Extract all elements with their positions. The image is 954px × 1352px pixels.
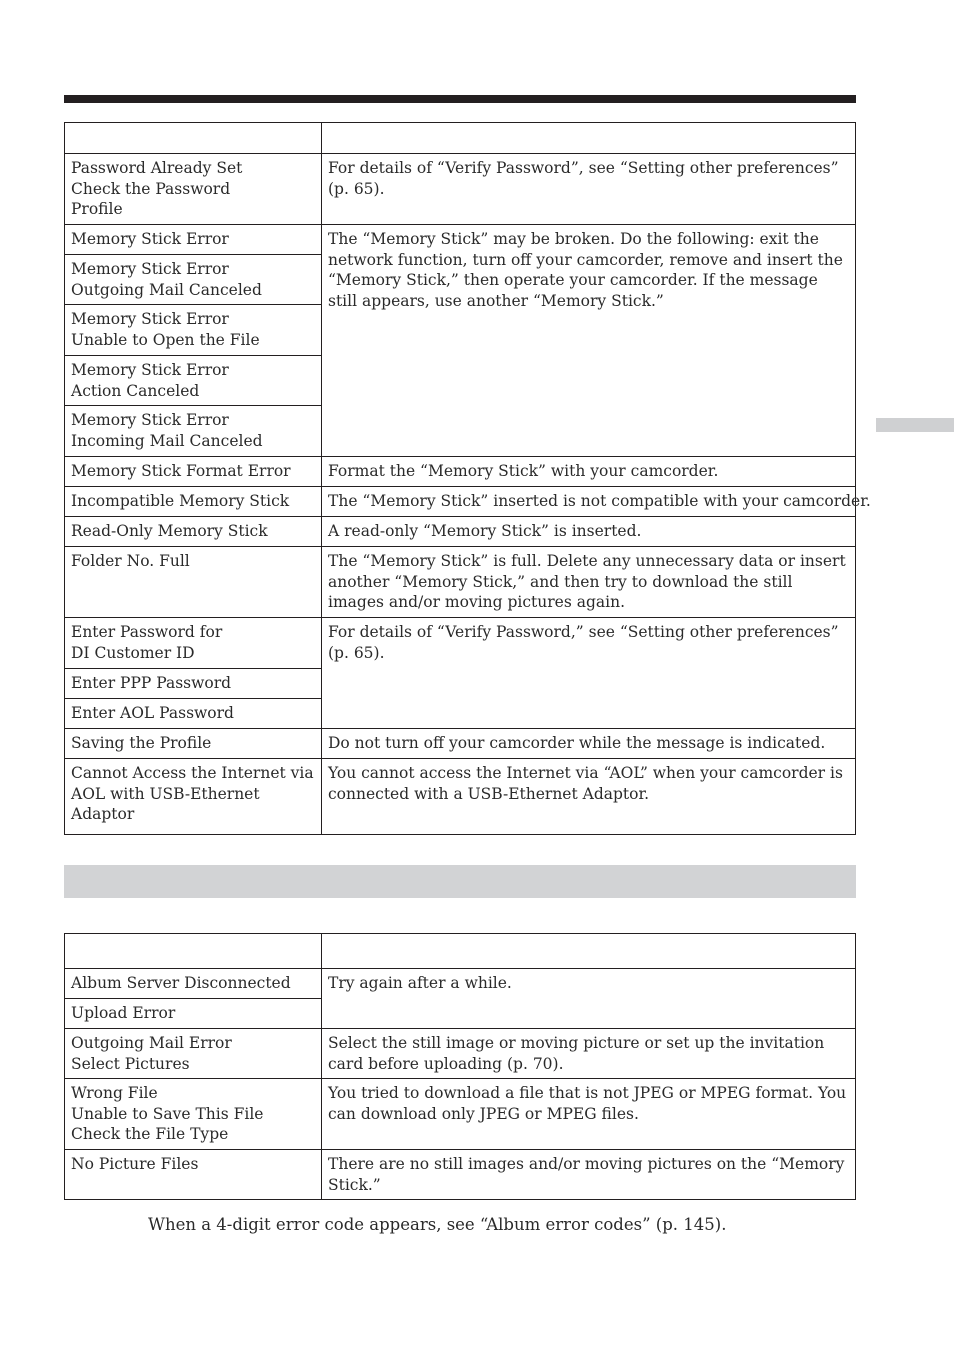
message-cell: Outgoing Mail Error Select Pictures [65, 1029, 322, 1079]
header-cell-action [322, 934, 856, 969]
table-row [65, 729, 856, 759]
message-cell: Enter AOL Password [65, 699, 322, 729]
action-cell: You tried to download a file that is not JPEG or MPEG format. You can download only JPEG or MPEG files. [322, 1079, 856, 1150]
section-tab-marker [876, 418, 954, 432]
album-messages-table [64, 933, 856, 1200]
message-cell: Album Server Disconnected [65, 969, 322, 999]
table-header-row [65, 934, 856, 969]
table-row [65, 547, 856, 618]
header-cell-message [65, 123, 322, 154]
message-cell: Folder No. Full [65, 547, 322, 618]
action-cell: Do not turn off your camcorder while the message is indicated. [322, 729, 856, 759]
header-rule [64, 95, 856, 103]
table-header-row [65, 123, 856, 154]
action-cell: You cannot access the Internet via “AOL” when your camcorder is connected with a USB-Ethernet Adaptor. [322, 759, 856, 835]
table-row [65, 154, 856, 225]
message-cell: Enter Password for DI Customer ID [65, 618, 322, 669]
table-row [65, 487, 856, 517]
message-cell: Memory Stick Error Unable to Open the File [65, 305, 322, 356]
action-cell: The “Memory Stick” is full. Delete any unnecessary data or insert another “Memory Stick,” and then try to download the still images and/or moving pictures again. [322, 547, 856, 618]
action-cell: The “Memory Stick” may be broken. Do the following: exit the network function, turn off your camcorder, remove and insert the “Memory Stick,” then operate your camcorder. If the message still appears, use another “Memory Stick.” [322, 225, 856, 457]
action-cell: Select the still image or moving picture or set up the invitation card before uploading (p. 70). [322, 1029, 856, 1079]
table-row [65, 225, 856, 255]
table-row [65, 1079, 856, 1150]
table-row [65, 457, 856, 487]
action-cell: Format the “Memory Stick” with your camcorder. [322, 457, 856, 487]
message-cell: Memory Stick Format Error [65, 457, 322, 487]
table-row [65, 517, 856, 547]
section-heading-band [64, 865, 856, 898]
message-cell: Cannot Access the Internet via AOL with USB-Ethernet Adaptor [65, 759, 322, 835]
table-row [65, 1150, 856, 1200]
table-row [65, 618, 856, 669]
table-row [65, 1029, 856, 1079]
message-cell: Memory Stick Error [65, 225, 322, 255]
action-cell: A read-only “Memory Stick” is inserted. [322, 517, 856, 547]
message-cell: Memory Stick Error Action Canceled [65, 356, 322, 406]
footnote: When a 4-digit error code appears, see “Album error codes” (p. 145). [148, 1215, 727, 1234]
message-cell: Password Already Set Check the Password Profile [65, 154, 322, 225]
message-cell: Wrong File Unable to Save This File Check the File Type [65, 1079, 322, 1150]
message-cell: No Picture Files [65, 1150, 322, 1200]
message-cell: Enter PPP Password [65, 669, 322, 699]
action-cell: For details of “Verify Password,” see “Setting other preferences” (p. 65). [322, 618, 856, 729]
header-cell-message [65, 934, 322, 969]
action-cell: There are no still images and/or moving pictures on the “Memory Stick.” [322, 1150, 856, 1200]
message-cell: Read-Only Memory Stick [65, 517, 322, 547]
table-row [65, 759, 856, 835]
message-cell: Incompatible Memory Stick [65, 487, 322, 517]
network-messages-table [64, 122, 871, 835]
message-cell: Upload Error [65, 999, 322, 1029]
table-row [65, 969, 856, 999]
message-cell: Memory Stick Error Incoming Mail Canceled [65, 406, 322, 457]
action-cell: For details of “Verify Password”, see “Setting other preferences” (p. 65). [322, 154, 856, 225]
header-cell-action [322, 123, 856, 154]
message-cell: Saving the Profile [65, 729, 322, 759]
action-cell: The “Memory Stick” inserted is not compatible with your camcorder. [322, 487, 856, 517]
message-cell: Memory Stick Error Outgoing Mail Canceled [65, 255, 322, 305]
action-cell: Try again after a while. [322, 969, 856, 1029]
